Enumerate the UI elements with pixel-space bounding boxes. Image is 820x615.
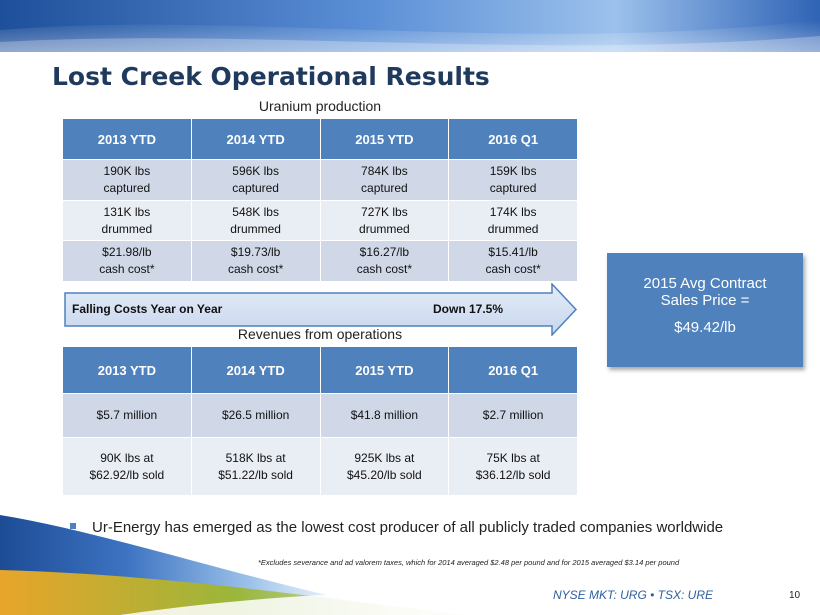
arrow-left-text: Falling Costs Year on Year [72, 302, 223, 316]
cell-line: 518K lbs at [225, 450, 286, 465]
cell-line: $45.20/lb sold [347, 467, 422, 482]
bullet-square-icon [70, 523, 76, 529]
cell-line: drummed [487, 221, 539, 236]
footnote: *Excludes severance and ad valorem taxes, which for 2014 averaged $2.48 per pound and for 2015 averaged $3.14 per pound [258, 558, 680, 567]
column-header: 2016 Q1 [449, 119, 578, 160]
table-cell [63, 438, 192, 496]
footer-ticker: NYSE MKT: URG • TSX: URE [553, 588, 713, 602]
page-number: 10 [789, 590, 801, 601]
table-cell [191, 160, 320, 201]
cell-line: $16.27/lb [359, 245, 410, 259]
table-row [63, 394, 578, 438]
cell-line: captured [489, 181, 537, 195]
table-cell [449, 241, 578, 282]
table-cell [63, 160, 192, 201]
column-header: 2014 YTD [191, 347, 320, 394]
table-cell: $2.7 million [449, 394, 578, 438]
column-header: 2013 YTD [63, 119, 192, 160]
table-cell [449, 160, 578, 201]
table-cell [320, 241, 449, 282]
table-cell [63, 241, 192, 282]
cell-line: $62.92/lb sold [89, 467, 165, 482]
cell-line: $36.12/lb sold [475, 467, 551, 482]
cell-line: cash cost* [485, 262, 541, 276]
bullet-text: Ur-Energy has emerged as the lowest cost producer of all publicly traded companies worldwide [92, 519, 724, 536]
table-header-row [63, 119, 578, 160]
production-caption: Uranium production [258, 98, 382, 114]
arrow-right-text: Down 17.5% [433, 302, 504, 316]
price-box-label [607, 275, 803, 309]
table-row [63, 438, 578, 496]
cell-line: 174K lbs [489, 204, 537, 219]
column-header: 2014 YTD [191, 119, 320, 160]
cell-line: captured [232, 181, 279, 195]
cell-line: drummed [359, 221, 410, 236]
cell-line: 75K lbs at [486, 450, 540, 465]
cell-line: $21.98/lb [102, 245, 152, 259]
column-header: 2015 YTD [320, 347, 449, 394]
cell-line: captured [103, 181, 151, 195]
table-row [63, 160, 578, 201]
table-row [63, 241, 578, 282]
bullet-item [70, 519, 723, 536]
table-header-row [63, 347, 578, 394]
cell-line: 131K lbs [103, 204, 151, 219]
revenues-caption: Revenues from operations [237, 326, 403, 342]
cell-line: 548K lbs [232, 204, 279, 219]
table-row [63, 201, 578, 241]
top-banner [0, 0, 820, 52]
price-label-line: Sales Price = [660, 292, 750, 309]
column-header: 2015 YTD [320, 119, 449, 160]
cell-line: 925K lbs at [354, 450, 415, 465]
column-header: 2016 Q1 [449, 347, 578, 394]
table-cell [320, 438, 449, 496]
cell-line: drummed [101, 221, 153, 236]
cell-line: $19.73/lb [230, 245, 281, 259]
table-cell [449, 438, 578, 496]
production-table [62, 118, 578, 282]
cell-line: cash cost* [227, 262, 284, 276]
table-cell [320, 160, 449, 201]
cell-line: captured [361, 181, 408, 195]
cell-line: $15.41/lb [488, 245, 538, 259]
contract-price-box [607, 253, 803, 367]
table-cell [320, 201, 449, 241]
slide-title: Lost Creek Operational Results [52, 62, 490, 91]
column-header: 2013 YTD [63, 347, 192, 394]
revenues-table [62, 346, 578, 496]
cell-line: cash cost* [356, 262, 413, 276]
cell-line: drummed [230, 221, 281, 236]
cell-line: 190K lbs [103, 164, 151, 178]
cell-line: 596K lbs [232, 164, 279, 178]
table-cell [449, 201, 578, 241]
table-cell [63, 201, 192, 241]
table-cell [191, 241, 320, 282]
table-cell: $26.5 million [191, 394, 320, 438]
table-cell [191, 201, 320, 241]
cell-line: 784K lbs [361, 164, 408, 178]
price-value: $49.42/lb [674, 319, 736, 336]
price-label-line: 2015 Avg Contract [643, 275, 767, 292]
table-cell: $41.8 million [320, 394, 449, 438]
table-cell: $5.7 million [63, 394, 192, 438]
cell-line: cash cost* [99, 262, 155, 276]
cell-line: 727K lbs [361, 204, 408, 219]
cell-line: 159K lbs [489, 164, 537, 178]
table-cell [191, 438, 320, 496]
cell-line: 90K lbs at [100, 450, 154, 465]
cell-line: $51.22/lb sold [218, 467, 293, 482]
